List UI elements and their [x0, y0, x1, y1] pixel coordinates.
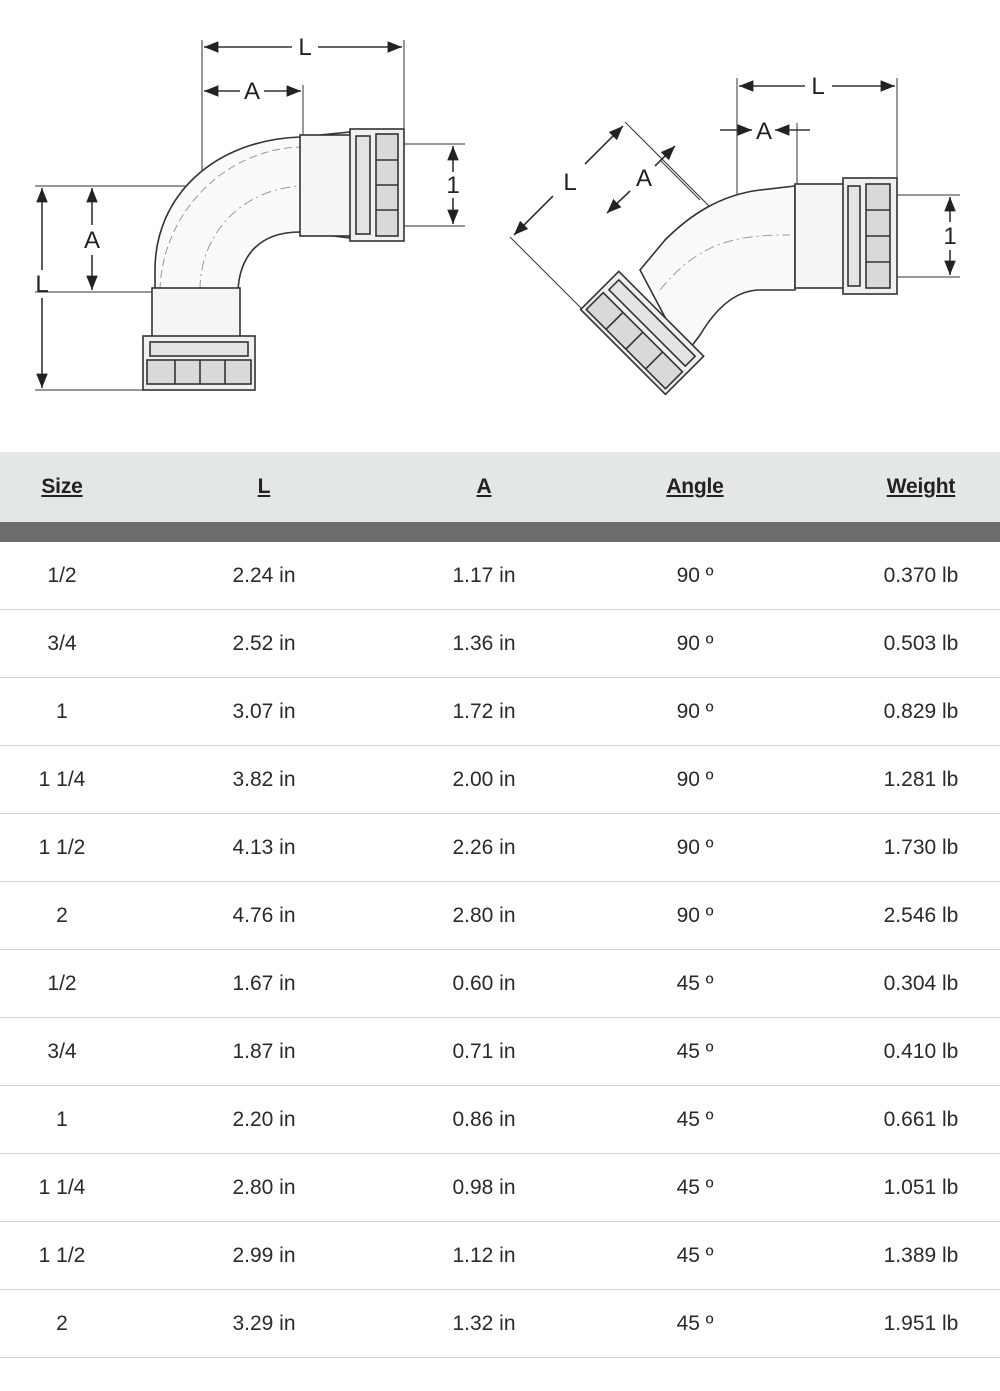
table-row — [0, 610, 1000, 678]
technical-drawings — [0, 0, 1000, 440]
cell-angle: 90 º — [676, 699, 714, 723]
cell-size: 1 1/2 — [38, 835, 86, 859]
cell-l: 1.67 in — [232, 971, 296, 995]
cell-size: 1 — [56, 1107, 68, 1131]
cell-a: 1.72 in — [452, 699, 516, 723]
cell-l: 2.80 in — [232, 1175, 296, 1199]
header-divider-bar — [0, 522, 1000, 542]
table-row — [0, 1154, 1000, 1222]
table-body — [0, 542, 1000, 1358]
table-row — [0, 950, 1000, 1018]
drawings-svg — [0, 0, 1000, 440]
cell-size: 2 — [56, 1311, 68, 1335]
cell-angle: 90 º — [676, 563, 714, 587]
cell-weight: 0.370 lb — [883, 563, 959, 587]
table-row — [0, 542, 1000, 610]
elbow-45-drawing — [510, 78, 960, 394]
table-header — [0, 452, 1000, 522]
table-row — [0, 678, 1000, 746]
cell-l: 4.13 in — [232, 835, 296, 859]
cell-a: 1.17 in — [452, 563, 516, 587]
elbow45-one-label: 1 — [943, 223, 957, 250]
cell-angle: 45 º — [676, 971, 714, 995]
cell-a: 2.00 in — [452, 767, 516, 791]
cell-l: 3.29 in — [232, 1311, 296, 1335]
dimensions-table — [0, 452, 1000, 1358]
elbow90-l-top-label: L — [298, 34, 312, 61]
table-row — [0, 882, 1000, 950]
cell-weight: 1.389 lb — [883, 1243, 959, 1267]
cell-a: 0.86 in — [452, 1107, 516, 1131]
table-row — [0, 1290, 1000, 1358]
cell-weight: 0.829 lb — [883, 699, 959, 723]
cell-angle: 45 º — [676, 1243, 714, 1267]
table-row — [0, 814, 1000, 882]
cell-l: 2.52 in — [232, 631, 296, 655]
elbow45-l-diag-label: L — [563, 169, 577, 196]
cell-a: 1.36 in — [452, 631, 516, 655]
cell-a: 0.60 in — [452, 971, 516, 995]
cell-l: 3.82 in — [232, 767, 296, 791]
cell-weight: 0.304 lb — [883, 971, 959, 995]
cell-weight: 0.410 lb — [883, 1039, 959, 1063]
cell-angle: 45 º — [676, 1175, 714, 1199]
cell-l: 2.24 in — [232, 563, 296, 587]
header-l: L — [257, 475, 271, 498]
cell-angle: 45 º — [676, 1311, 714, 1335]
cell-size: 1 1/4 — [38, 1175, 86, 1199]
elbow90-a-left-label: A — [83, 227, 101, 254]
cell-size: 1 1/2 — [38, 1243, 86, 1267]
cell-angle: 90 º — [676, 903, 714, 927]
table-row — [0, 1086, 1000, 1154]
header-angle: Angle — [666, 475, 724, 498]
cell-weight: 1.951 lb — [883, 1311, 959, 1335]
cell-angle: 45 º — [676, 1107, 714, 1131]
header-weight: Weight — [886, 475, 956, 498]
elbow90-a-top-label: A — [243, 78, 261, 105]
cell-angle: 45 º — [676, 1039, 714, 1063]
cell-angle: 90 º — [676, 767, 714, 791]
cell-l: 2.99 in — [232, 1243, 296, 1267]
cell-size: 3/4 — [47, 1039, 77, 1063]
header-a: A — [476, 475, 492, 498]
cell-weight: 1.281 lb — [883, 767, 959, 791]
cell-l: 3.07 in — [232, 699, 296, 723]
cell-weight: 0.661 lb — [883, 1107, 959, 1131]
cell-size: 1/2 — [47, 563, 77, 587]
cell-size: 1/2 — [47, 971, 77, 995]
cell-size: 3/4 — [47, 631, 77, 655]
cell-weight: 2.546 lb — [883, 903, 959, 927]
cell-weight: 1.730 lb — [883, 835, 959, 859]
cell-weight: 1.051 lb — [883, 1175, 959, 1199]
cell-l: 2.20 in — [232, 1107, 296, 1131]
cell-size: 1 1/4 — [38, 767, 86, 791]
cell-l: 1.87 in — [232, 1039, 296, 1063]
cell-a: 1.32 in — [452, 1311, 516, 1335]
cell-a: 1.12 in — [452, 1243, 516, 1267]
cell-a: 0.98 in — [452, 1175, 516, 1199]
cell-angle: 90 º — [676, 835, 714, 859]
cell-size: 1 — [56, 699, 68, 723]
header-size: Size — [41, 475, 83, 498]
cell-a: 2.80 in — [452, 903, 516, 927]
elbow90-l-left-label: L — [35, 271, 49, 298]
cell-a: 2.26 in — [452, 835, 516, 859]
table-row — [0, 1222, 1000, 1290]
elbow45-a-diag-label: A — [635, 165, 653, 192]
elbow90-one-label: 1 — [446, 172, 460, 199]
elbow45-a-top-label: A — [755, 118, 773, 145]
table-row — [0, 746, 1000, 814]
cell-a: 0.71 in — [452, 1039, 516, 1063]
cell-size: 2 — [56, 903, 68, 927]
cell-l: 4.76 in — [232, 903, 296, 927]
table-row — [0, 1018, 1000, 1086]
elbow45-l-top-label: L — [811, 73, 825, 100]
cell-angle: 90 º — [676, 631, 714, 655]
cell-weight: 0.503 lb — [883, 631, 959, 655]
